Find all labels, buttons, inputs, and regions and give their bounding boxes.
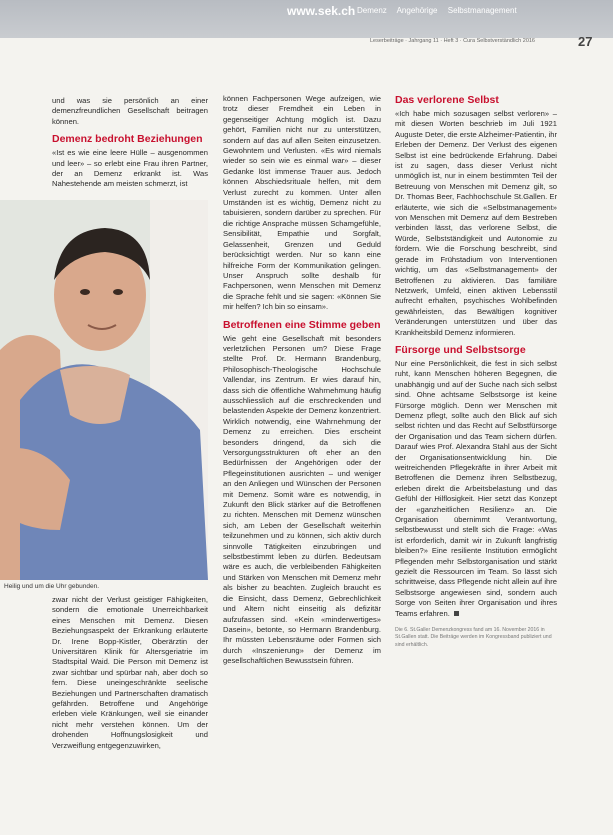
paragraph: «Ich habe mich sozusagen selbst verloren» – mit diesen Worten beschrieb im Juli 1921 Auguste Deter, die erste Alzheimer-Patientin, ihr Erleben der Demenz. Der Verlust des eigenen Selbst ist eine bedrückende Erfahrung. Dabei ist zu sagen, dass dieser Verlust nicht unmöglich ist, nur in einem bestimmten Teil der Betreuung von Menschen mit Demenz gilt, so Dr. Thomas Beer, Fachhochschule St.Gallen. Er erläuterte, wie sich die «Selbstmanagement» von Menschen mit Demenz auf dem Bestreben verbinden lässt, das verlorene Selbst, die Würde, Selbstständigkeit und Autonomie zu fördern. Wie die Forschung beschreibt, sind gerade im Frühstadium von Interventionen wichtig, um das «Selbstmanagement» der Betroffenen zu aktivieren. Das familiäre Netzwerk, Umfeld, einen aktiven Lebensstil aufrecht erhalten, psychisches Wohlbefinden gewährleisten, das Bewältigen kognitiver Veränderungen unterstützen und über das Krankheitsbild Demenz informieren. bbox=[395, 109, 557, 337]
portrait-photo bbox=[0, 200, 208, 580]
column-1-bottom bbox=[52, 595, 208, 751]
column-2 bbox=[223, 94, 381, 667]
photo-illustration bbox=[0, 200, 208, 580]
header-link-selbstmanagement[interactable]: Selbstmanagement bbox=[447, 6, 517, 15]
section-heading: Das verlorene Selbst bbox=[395, 94, 499, 106]
paragraph: können Fachpersonen Wege aufzeigen, wie trotz dieser Fremdheit ein Leben in gegenseitiger Achtung möglich ist. Dazu gehört, Familien nicht nur zu unterstützen, sondern auf das auf allen Seiten einzusetzen. Gewohntem und Verlusten. «Es wird niemals wieder so sein wie es einmal war» – dieser Gedanke löst immense Trauer aus. Jedoch können Abschiedsrituale helfen, mit dem Verlust zurecht zu kommen. Unter allen Umständen ist es wichtig, Demenz nicht zu tabuisieren, sondern darüber zu sprechen. Für die richtige Ansprache müssen Schamgefühle, Sensibilität, Empathie und Sorgfalt, Gelassenheit, Grenzen und Geduld berücksichtigt werden. Nur so kann eine hilfreiche Form der Kommunikation gelingen. Unser Anspruch sollte deshalb für Fachpersonen, wenn Menschen mit Demenz die Sprache fehlt und sie sagen: «Können Sie mir helfen? Ich bin so einsam». bbox=[223, 94, 381, 312]
running-head: Leserbeiträge · Jahrgang 11 · Heft 3 · Cura Selbstverständlich 2016 bbox=[370, 38, 535, 44]
paragraph: zwar nicht der Verlust geistiger Fähigkeiten, sondern die emotionale Unerreichbarkeit eines Menschen mit Demenz. Diesen Beziehungsaspekt der Erkrankung erläuterte Dr. Irene Bopp-Kistler, Oberärztin der Universitären Klinik für Altersgeriatrie im Stadtspital Waid. Die Person mit Demenz ist zwar sichtbar und spürbar nah, aber doch so fern. Diese uneingeschränkte seelische Beziehungen und Partnerschaften dramatisch gefährden. Betroffene und Angehörige erleben viele Kränkungen, weil sie einander nicht mehr verstehen können. Um der drohenden Hoffnungslosigkeit und Verzweiflung entgegenzuwirken, bbox=[52, 595, 208, 750]
paragraph-text: Nur eine Persönlichkeit, die fest in sich selbst ruht, kann Menschen höheren Begegnen, die unabhängig und auf der Suche nach sich selbst sind. Ohne achtsame Selbstsorge ist keine Fürsorge möglich. Denn wer Menschen mit Demenz pflegt, sollte auch den Blick auf sich selbst richten und das Recht auf Selbstfürsorge der Organisation und das Team sichern dürfen. Darauf wies Prof. Alexandra Stahl aus der Sicht der Organisationsentwicklung hin. Die weitreichenden Pflegekräfte in ihrer Arbeit mit Betroffenen die Demenz ihren Selbstbezug, erleben direkt die Arbeitsbelastung und das Gefühl der Hilflosigkeit. Hier setzt das Konzept der «ganzheitlichen Resilienz» an. Die Organisation übernimmt Verantwortung, selbstbewusst und stellt sich die Frage: «Was ist erforderlich, damit wir in Zukunft langfristig bleiben?» Eine resiliente Institution ermöglicht Pflegenden mehr Selbstorganisation und stärkt gezielt die Ressourcen im Team. So lässt sich schrittweise, dass Pflegende nicht allein auf ihre Selbstsorge angewiesen sind, sondern auch Sorge von Seiten ihrer Organisation und ihres Teams erfahren. bbox=[395, 358, 557, 618]
paragraph: Wie geht eine Gesellschaft mit besonders verletzlichen Personen um? Diese Frage stellte Prof. Dr. Hermann Brandenburg, Philosophisch-Theologische Hochschule Vallendar, ins Zentrum. Er wies darauf hin, dass sich die öffentliche Wahrnehmung häufig ausschliesslich auf die erschreckenden und belastenden Aspekte der Demenz konzentriert. Wirklich notwendig, eine Wahrnehmung der Demenz zu erreichen. Dies erscheint besonders dringend, da sich die Versorgungsstrukturen oft eher an den Bedürfnissen der Angehörigen oder der Pflegeinstitutionen ausrichten – und weniger an den Anliegen und Wünschen der Personen mit Demenz. Somit wäre es notwendig, in Zukunft den Blick stärker auf die Betroffenen zu richten. Menschen mit Demenz wünschen sich, am Leben der Gesellschaft weiterhin teilzunehmen und zu können, sich aktiv durch sinnvolle Tätigkeiten einzubringen und selbstbestimmt leben zu dürfen. Bedeutsam wäre es auch, die verbleibenden Fähigkeiten und Stärken von Menschen mit Demenz mehr als bisher zu beachten. Zugleich braucht es die Einsicht, dass Demenz, Gebrechlichkeit und Altern nicht einseitig als defizitär aufzufassen sind. «Kein «minderwertiges» Dasein», betonte, so Hermann Brandenburg. Ihr müssten Lebensräume oder Formen sich durch «Inszenierung» der Demenz im gesellschaftlichen Bewusstsein führen. bbox=[223, 333, 381, 666]
paragraph: «Ist es wie eine leere Hülle – ausgenommen und leer» – so erlebt eine Frau ihren Partner, der an Demenz erkrankt ist. Was Nahestehende am meisten schmerzt, ist bbox=[52, 148, 208, 189]
section-heading: Demenz bedroht Beziehungen bbox=[52, 133, 203, 146]
header-link-angehoerige[interactable]: Angehörige bbox=[396, 6, 438, 15]
article-note: Die 6. St.Galler Demenzkongress fand am 16. November 2016 in St.Gallen statt. Die Beiträge werden im Kongressband publiziert und sind erhältlich. bbox=[395, 627, 552, 648]
header-link-demenz[interactable]: Demenz bbox=[357, 6, 387, 15]
photo-caption: Heilig und um die Uhr gebunden. bbox=[4, 583, 100, 590]
site-url[interactable]: www.sek.ch bbox=[287, 4, 356, 18]
header-links bbox=[357, 6, 525, 15]
end-mark-icon bbox=[454, 611, 459, 616]
top-banner bbox=[0, 0, 613, 38]
section-heading: Betroffenen eine Stimme geben bbox=[223, 318, 381, 331]
column-3 bbox=[395, 94, 557, 649]
section-heading: Fürsorge und Selbstsorge bbox=[395, 343, 526, 356]
column-1-top bbox=[52, 96, 208, 190]
paragraph: und was sie persönlich an einer demenzfreundlichen Gesellschaft beitragen können. bbox=[52, 96, 208, 126]
page-number: 27 bbox=[578, 34, 593, 49]
paragraph bbox=[395, 359, 557, 619]
